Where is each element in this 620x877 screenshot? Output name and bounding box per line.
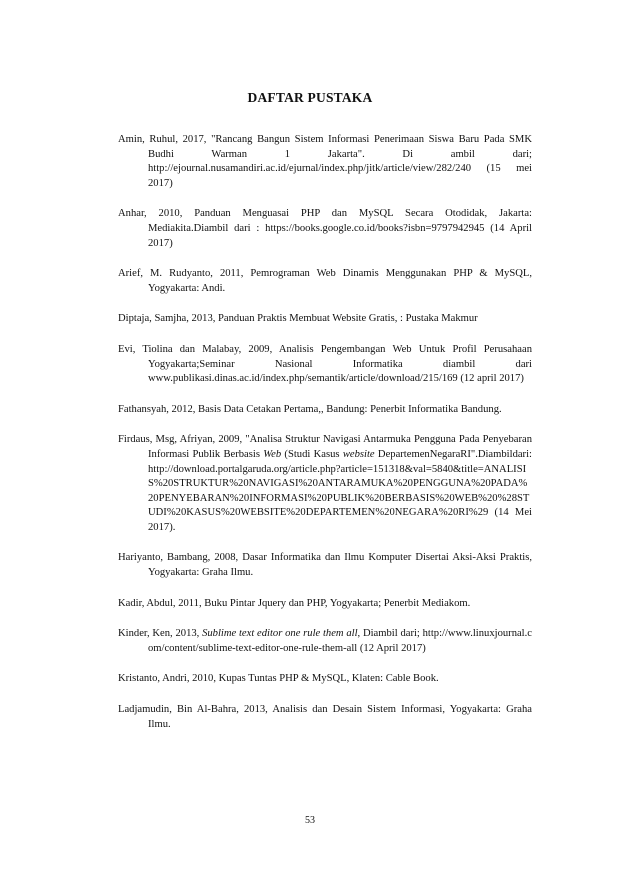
reference-entry: Evi, Tiolina dan Malabay, 2009, Analisis Pengembangan Web Untuk Profil Perusahaan Yogyakarta;Seminar Nasional Informatika diambil dari www.publikasi.dinas.ac.id/index.php/semantik/article/download/215/169 (12 april 2017) xyxy=(118,343,532,385)
reference-entry: Kinder, Ken, 2013, Sublime text editor one rule them all, Diambil dari; http://www.linuxjournal.com/content/sublime-text-editor-one-rule-them-all (12 April 2017) xyxy=(118,628,532,654)
page-number: 53 xyxy=(305,815,315,826)
reference-entry: Kadir, Abdul, 2011, Buku Pintar Jquery dan PHP, Yogyakarta; Penerbit Mediakom. xyxy=(118,597,471,609)
reference-entry: Fathansyah, 2012, Basis Data Cetakan Pertama,, Bandung: Penerbit Informatika Bandung. xyxy=(118,403,502,415)
page-title: DAFTAR PUSTAKA xyxy=(247,90,373,105)
reference-entry: Ladjamudin, Bin Al-Bahra, 2013, Analisis dan Desain Sistem Informasi, Yogyakarta: Graha Ilmu. xyxy=(118,704,532,730)
reference-entry: Kristanto, Andri, 2010, Kupas Tuntas PHP & MySQL, Klaten: Cable Book. xyxy=(118,673,439,685)
reference-list xyxy=(118,133,532,748)
reference-entry: Hariyanto, Bambang, 2008, Dasar Informatika dan Ilmu Komputer Disertai Aksi-Aksi Praktis, Yogyakarta: Graha Ilmu. xyxy=(118,552,532,579)
reference-entry: Arief, M. Rudyanto, 2011, Pemrograman Web Dinamis Menggunakan PHP & MySQL, Yogyakarta: Andi. xyxy=(118,268,532,294)
reference-entry: Anhar, 2010, Panduan Menguasai PHP dan MySQL Secara Otodidak, Jakarta: Mediakita.Diambil dari : https://books.google.co.id/books?isbn=9797942945 (14 April 2017) xyxy=(118,208,532,249)
reference-entry: Diptaja, Samjha, 2013, Panduan Praktis Membuat Website Gratis, : Pustaka Makmur xyxy=(118,313,478,325)
reference-entry: Amin, Ruhul, 2017, "Rancang Bangun Sistem Informasi Penerimaan Siswa Baru Pada SMK Budhi Warman 1 Jakarta". Di ambil dari; http://ejournal.nusamandiri.ac.id/ejurnal/index.php/jitk/article/view/282/240 (15 mei 2017) xyxy=(118,134,532,189)
reference-entry: Firdaus, Msg, Afriyan, 2009, "Analisa Struktur Navigasi Antarmuka Pengguna Pada Penyebaran Informasi Publik Berbasis Web (Studi Kasus website DepartemenNegaraRI".Diambildari: http://download.portalgaruda.org/article.php?article=151318&val=5840&title=ANALISIS%20STRUKTUR%20NAVIGASI%20ANTARAMUKA%20PENGGUNA%20PADA%20PENYEBARAN%20INFORMASI%20PUBLIK%20BERBASIS%20WEB%20%28STUDI%20KASUS%20WEBSITE%20DEPARTEMEN%20NEGARA%20RI%29 (14 Mei 2017). xyxy=(118,434,532,533)
